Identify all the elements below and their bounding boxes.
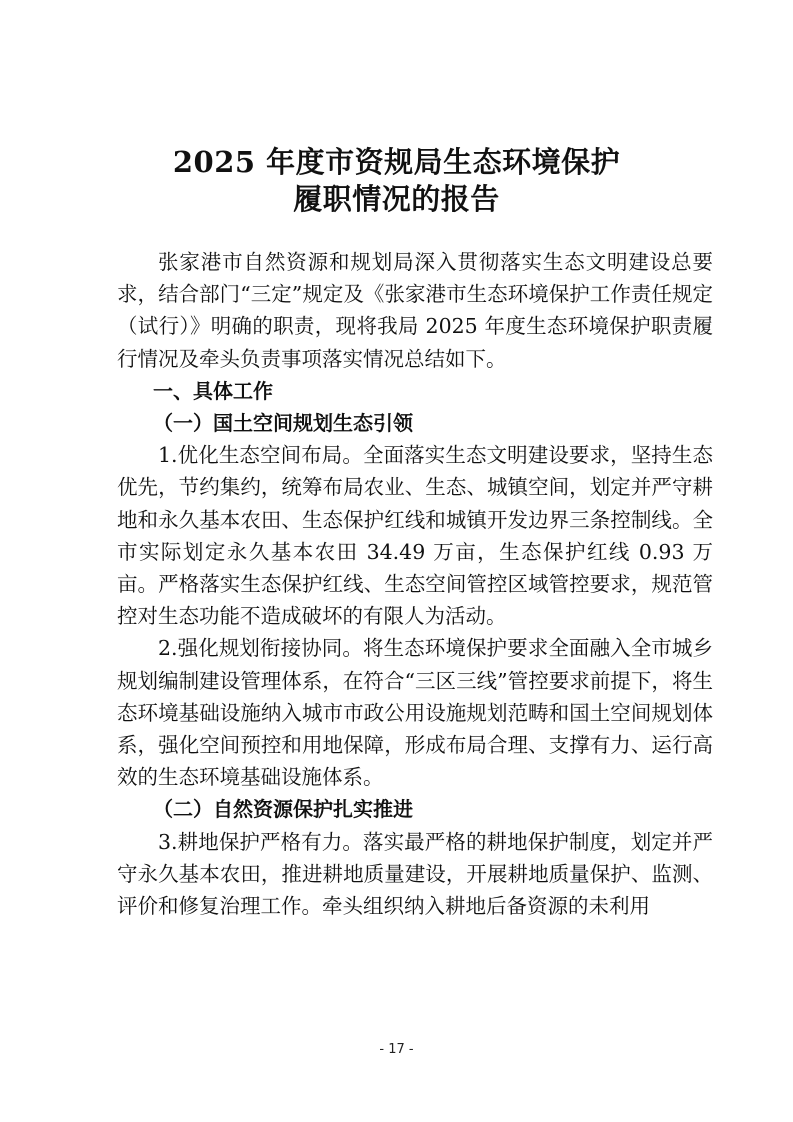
document-title-line-2: 履职情况的报告 xyxy=(293,182,500,216)
document-title-line-1: 2025 年度市资规局生态环境保护 xyxy=(172,145,621,179)
paragraph-1: 1.优化生态空间布局。全面落实生态文明建设要求，坚持生态优先，节约集约，统筹布局农业、生态、城镇空间，划定并严守耕地和永久基本农田、生态保护红线和城镇开发边界三条控制线。全市实际划定永久基本农田 34.49 万亩，生态保护红线 0.93 万亩。严格落实生态保护红线、生态空间管控区域管控要求，规范管控对生态功能不造成破坏的有限人为活动。 xyxy=(117,443,713,629)
section-heading-1: 一、具体工作 xyxy=(153,378,273,403)
page-number: - 17 - xyxy=(379,1042,414,1057)
paragraph-3: 3.耕地保护严格有力。落实最严格的耕地保护制度，划定并严守永久基本农田，推进耕地质量建设，开展耕地质量保护、监测、评价和修复治理工作。牵头组织纳入耕地后备资源的未利用 xyxy=(117,829,713,919)
paragraph-2: 2.强化规划衔接协同。将生态环境保护要求全面融入全市城乡规划编制建设管理体系，在符合“三区三线”管控要求前提下，将生态环境基础设施纳入城市市政公用设施规划范畴和国土空间规划体系，强化空间预控和用地保障，形成布局合理、支撑有力、运行高效的生态环境基础设施体系。 xyxy=(117,636,713,790)
document-body xyxy=(117,246,713,922)
intro-paragraph: 张家港市自然资源和规划局深入贯彻落实生态文明建设总要求，结合部门“三定”规定及《张家港市生态环境保护工作责任规定（试行）》明确的职责，现将我局 2025 年度生态环境保护职责履行情况及牵头负责事项落实情况总结如下。 xyxy=(117,250,713,371)
subsection-heading-1: （一）国土空间规划生态引领 xyxy=(153,411,413,436)
subsection-heading-2: （二）自然资源保护扎实推进 xyxy=(153,797,413,822)
